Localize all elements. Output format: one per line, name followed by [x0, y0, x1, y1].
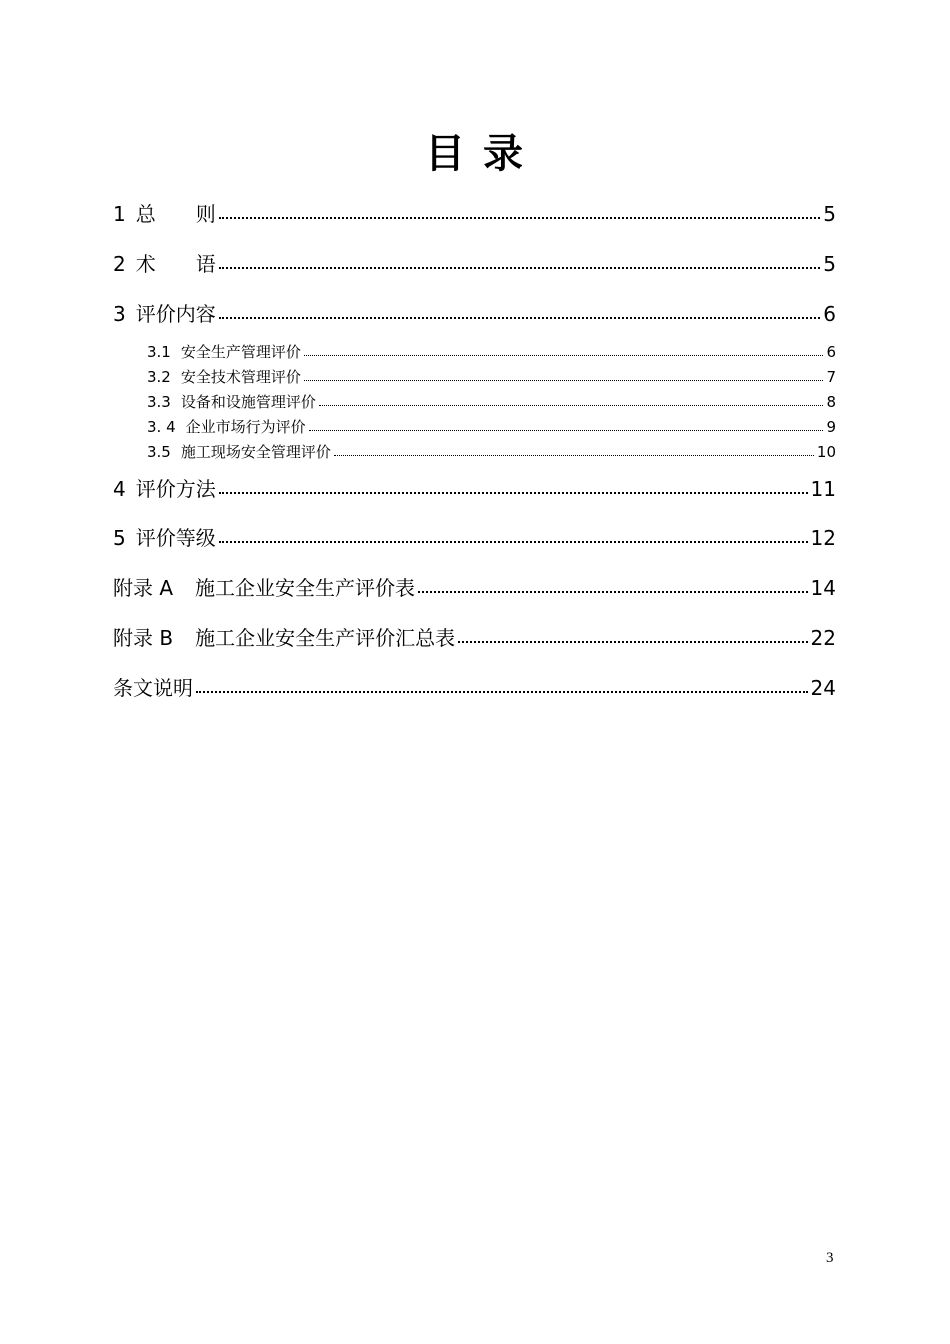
toc-entry-number: 4	[113, 477, 126, 501]
toc-entry-terms[interactable]	[113, 250, 836, 278]
toc-entry-label: 条文说明	[113, 676, 193, 700]
toc-entry-label: 企业市场行为评价	[185, 418, 306, 436]
toc-entry-number: 3.1	[147, 343, 171, 361]
toc-entry-label: 评价方法	[135, 477, 216, 501]
toc-entry-label: 总 则	[135, 202, 216, 226]
toc-entry-number: 3.2	[147, 368, 171, 386]
toc-subentry-3-5[interactable]	[147, 442, 836, 462]
dot-leader	[334, 442, 814, 457]
dot-leader	[304, 367, 824, 382]
toc-entry-label: 施工企业安全生产评价汇总表	[195, 626, 456, 650]
toc-entry-number: 附录 B	[113, 626, 174, 650]
toc-entry-label: 安全技术管理评价	[180, 368, 301, 386]
toc-entry-appendix-b[interactable]	[113, 624, 836, 652]
toc-entry-page: 14	[810, 576, 836, 600]
page-number: 3	[826, 1250, 834, 1266]
toc-entry-appendix-a[interactable]	[113, 574, 836, 602]
dot-leader	[219, 476, 808, 496]
toc-entry-page: 7	[826, 368, 836, 386]
dot-leader	[196, 675, 808, 695]
toc-entry-clause-explanation[interactable]	[113, 674, 836, 702]
toc-entry-evaluation-grade[interactable]	[113, 524, 836, 552]
dot-leader	[219, 201, 821, 221]
toc-entry-label: 施工企业安全生产评价表	[195, 576, 416, 600]
toc-entry-page: 6	[826, 343, 836, 361]
page-title: 目 录	[425, 131, 525, 177]
toc-entry-label: 施工现场安全管理评价	[180, 443, 331, 461]
toc-entry-page: 5	[823, 202, 836, 226]
dot-leader	[458, 625, 807, 645]
toc-entry-page: 11	[810, 477, 836, 501]
toc-entry-number: 2	[113, 252, 126, 276]
toc-entry-page: 6	[823, 302, 836, 326]
toc-entry-evaluation-content[interactable]	[113, 300, 836, 328]
dot-leader	[309, 417, 824, 432]
dot-leader	[219, 251, 821, 271]
dot-leader	[219, 525, 808, 545]
dot-leader	[304, 342, 824, 357]
toc-entry-number: 附录 A	[113, 576, 174, 600]
dot-leader	[319, 392, 824, 407]
toc-entry-number: 5	[113, 526, 126, 550]
toc-entry-number: 3	[113, 302, 126, 326]
toc-subentry-3-3[interactable]	[147, 392, 836, 412]
toc-entry-number: 1	[113, 202, 126, 226]
toc-entry-label: 安全生产管理评价	[180, 343, 301, 361]
toc-entry-number: 3.3	[147, 393, 171, 411]
toc-entry-number: 3. 4	[147, 418, 176, 436]
toc-entry-page: 5	[823, 252, 836, 276]
toc-entry-page: 24	[810, 676, 836, 700]
dot-leader	[219, 301, 821, 321]
toc-entry-page: 22	[810, 626, 836, 650]
toc-entry-label: 评价内容	[135, 302, 216, 326]
toc-entry-evaluation-method[interactable]	[113, 475, 836, 503]
toc-entry-page: 12	[810, 526, 836, 550]
toc-entry-page: 10	[816, 443, 836, 461]
toc-entry-page: 8	[826, 393, 836, 411]
toc-entry-number: 3.5	[147, 443, 171, 461]
toc-entry-label: 评价等级	[135, 526, 216, 550]
toc-entry-general-provisions[interactable]	[113, 200, 836, 228]
toc-entry-label: 术 语	[135, 252, 216, 276]
toc-subentry-3-2[interactable]	[147, 367, 836, 387]
toc-subentry-3-1[interactable]	[147, 342, 836, 362]
toc-entry-label: 设备和设施管理评价	[180, 393, 316, 411]
toc-entry-page: 9	[826, 418, 836, 436]
dot-leader	[418, 575, 808, 595]
toc-subentry-3-4[interactable]	[147, 417, 836, 437]
